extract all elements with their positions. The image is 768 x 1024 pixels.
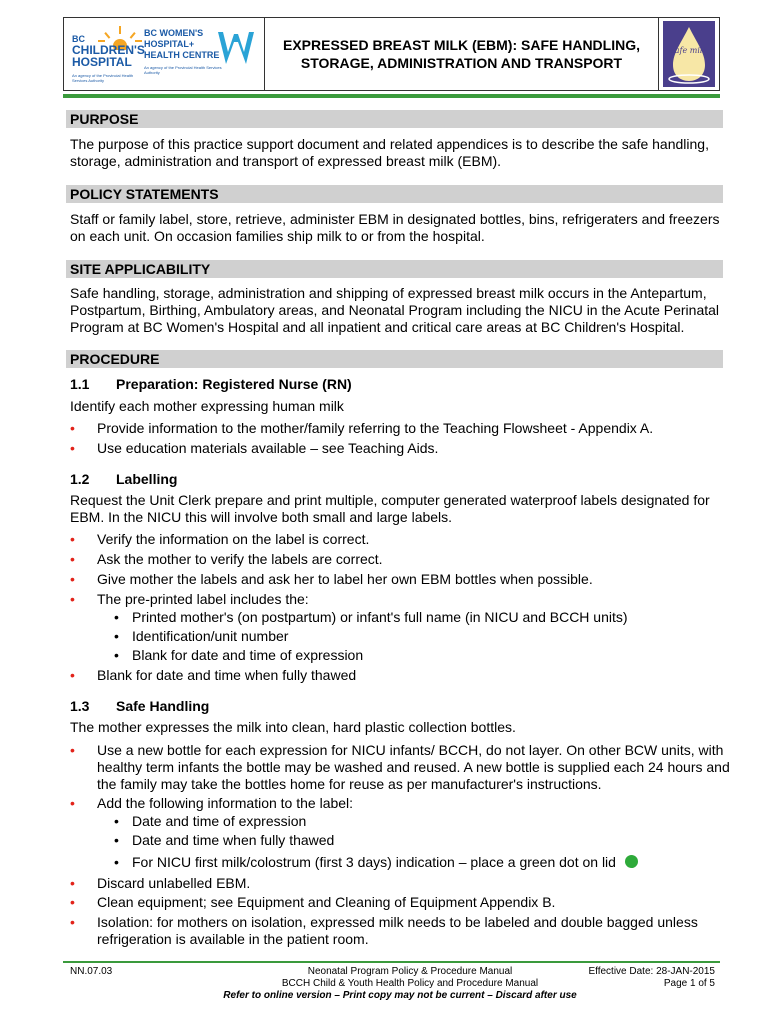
section-purpose: PURPOSE <box>66 110 723 128</box>
document-header <box>63 17 720 91</box>
site-text: Safe handling, storage, administration and shipping of expressed breast milk occurs in the Antepartum, Postpartum, Birthing, Ambulatory areas, and Neonatal Program including the NICU in the Acute Perinatal Program at BC Women's Hospital and all inpatient and critical care areas at BC Children's Hospital. <box>70 285 720 335</box>
list-item: • Give mother the labels and ask her to label her own EBM bottles when possible. <box>70 571 593 587</box>
bcw-agency-text: An agency of the Provincial Health Services Authority <box>144 65 222 75</box>
w-logo-icon <box>216 28 256 68</box>
subsection-1-1 <box>70 376 352 393</box>
logo-hospital: HOSPITAL <box>72 55 132 69</box>
section-site: SITE APPLICABILITY <box>66 260 723 278</box>
policy-text: Staff or family label, store, retrieve, administer EBM in designated bottles, bins, refrigeraters and freezers on each unit. On occasion families ship milk to or from the hospital. <box>70 211 720 244</box>
purpose-text: The purpose of this practice support document and related appendices is to describe the safe handling, storage, administration and transport of expressed breast milk (EBM). <box>70 136 709 169</box>
list-item: • Use education materials available – see Teaching Aids. <box>70 440 439 456</box>
subsection-title: Preparation: Registered Nurse (RN) <box>116 376 352 392</box>
subsection-title: Labelling <box>116 471 178 487</box>
list-item: • Discard unlabelled EBM. <box>70 875 251 891</box>
safe-milk-text: safe milk <box>670 46 708 55</box>
manual-name-1: Neonatal Program Policy & Procedure Manual <box>307 966 513 977</box>
page-number: Page 1 of 5 <box>663 978 715 989</box>
list-item: • Add the following information to the label: <box>70 795 354 811</box>
list-item: • Verify the information on the label is correct. <box>70 531 370 547</box>
header-divider <box>63 94 720 98</box>
print-notice: Refer to online version – Print copy may not be current – Discard after use <box>223 990 577 1001</box>
logo-health-centre: HEALTH CENTRE <box>144 50 220 60</box>
logo-childrens: CHILDREN'S <box>72 43 145 57</box>
logo-hospital-plus: HOSPITAL+ <box>144 39 195 49</box>
document-title <box>265 18 658 90</box>
subsection-1-2 <box>70 471 177 488</box>
bcw-logo-text <box>144 28 219 61</box>
footer-divider <box>63 961 720 963</box>
logo-bcwomens: BC WOMEN'S <box>144 28 204 38</box>
section-procedure: PROCEDURE <box>66 350 723 368</box>
s12-intro: Request the Unit Clerk prepare and print multiple, computer generated waterproof labels designated for EBM. In the NICU this will involve both small and large labels. <box>70 492 710 525</box>
hospital-logos <box>64 18 265 90</box>
subsection-1-3 <box>70 698 209 715</box>
list-item: • Use a new bottle for each expression for NICU infants/ BCCH, do not layer. On other BCW units, with healthy term infants the bottle may be washed and reused. A new bottle is supplied each 24 hours and the family may take the bottles home for reuse as per manufacturer's instructions. <box>70 742 730 792</box>
bcch-agency-text: An agency of the Provincial Health Services Authority <box>72 73 134 83</box>
list-item: • Clean equipment; see Equipment and Cleaning of Equipment Appendix B. <box>70 894 556 910</box>
subsection-number: 1.1 <box>70 376 90 392</box>
manual-name-2: BCCH Child & Youth Health Policy and Procedure Manual <box>281 978 539 989</box>
list-item: • Ask the mother to verify the labels are correct. <box>70 551 383 567</box>
title-line-1: EXPRESSED BREAST MILK (EBM): SAFE HANDLING, <box>282 37 640 53</box>
list-item: • Provide information to the mother/family referring to the Teaching Flowsheet - Appendix A. <box>70 420 654 436</box>
green-dot-icon <box>625 855 638 868</box>
bcch-logo-text <box>72 34 145 68</box>
doc-id: NN.07.03 <box>70 966 113 977</box>
list-item: • Isolation: for mothers on isolation, expressed milk needs to be labeled and double bagged unless refrigeration is available in the patient room. <box>70 914 698 947</box>
list-item: • The pre-printed label includes the: <box>70 591 309 607</box>
subsection-number: 1.3 <box>70 698 90 714</box>
subsection-number: 1.2 <box>70 471 90 487</box>
section-policy: POLICY STATEMENTS <box>66 185 723 203</box>
effective-date: Effective Date: 28-JAN-2015 <box>588 966 715 977</box>
list-item: • Blank for date and time when fully thawed <box>70 667 357 683</box>
logo-bc: BC <box>72 34 85 44</box>
title-line-2: STORAGE, ADMINISTRATION AND TRANSPORT <box>300 55 623 71</box>
s13-intro: The mother expresses the milk into clean, hard plastic collection bottles. <box>70 719 516 735</box>
s11-intro: Identify each mother expressing human milk <box>70 398 344 414</box>
safe-milk-logo <box>658 18 719 90</box>
subsection-title: Safe Handling <box>116 698 210 714</box>
